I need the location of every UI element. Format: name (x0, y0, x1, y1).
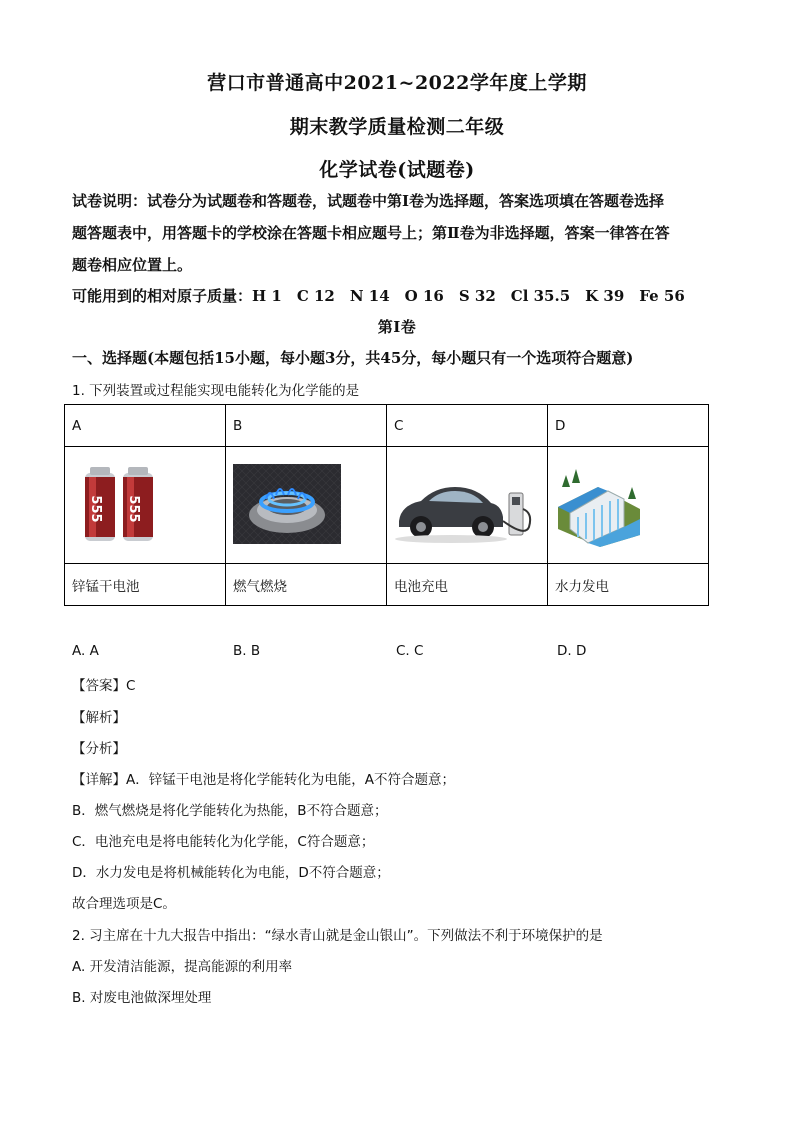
instructions-line3: 题卷相应位置上。 (72, 256, 193, 274)
table-row (65, 447, 709, 564)
q1-analysis-tag: 【解析】 (72, 710, 126, 726)
q1-stem: 1. 下列装置或过程能实现电能转化为化学能的是 (72, 383, 360, 399)
gas-burner-image (226, 447, 386, 559)
q1-conclusion: 故合理选项是C。 (72, 896, 176, 912)
q1-answer: 【答案】C (72, 678, 136, 694)
column-header-d: D (548, 405, 709, 447)
label-c: 电池充电 (387, 564, 548, 606)
q1-detail-1: 【详解】A．锌锰干电池是将化学能转化为电能，A不符合题意； (72, 772, 455, 788)
title-line2: 期末教学质量检测二年级 (289, 116, 505, 138)
label-d: 水力发电 (548, 564, 709, 606)
q1-option-d: D. D (557, 643, 587, 659)
q1-option-b: B. B (233, 643, 261, 659)
label-b: 燃气燃烧 (226, 564, 387, 606)
q1-options-table (64, 404, 709, 606)
column-header-c: C (387, 405, 548, 447)
q1-option-a: A. A (72, 643, 99, 659)
table-row (65, 564, 709, 606)
part-title: 一、选择题(本题包括15小题，每小题3分，共45分，每小题只有一个选项符合题意) (72, 349, 634, 367)
table-row (65, 405, 709, 447)
instructions-line2: 题答题表中，用答题卡的学校涂在答题卡相应题号上；第Ⅱ卷为非选择题，答案一律答在答 (72, 224, 670, 242)
q2-stem: 2. 习主席在十九大报告中指出：“绿水青山就是金山银山”。下列做法不利于环境保护的是 (72, 928, 603, 944)
gas-burner-image-cell (226, 447, 387, 564)
hydropower-image-cell (548, 447, 709, 564)
atomic-masses: 可能用到的相对原子质量：H 1 C 12 N 14 O 16 S 32 Cl 35.5 K 39 Fe 56 (72, 287, 685, 305)
q1-detail-3: C．电池充电是将电能转化为化学能，C符合题意； (72, 834, 375, 850)
q1-detail-4: D．水力发电是将机械能转化为电能，D不符合题意； (72, 865, 390, 881)
zinc-manganese-battery-image (65, 447, 225, 559)
column-header-a: A (65, 405, 226, 447)
label-a: 锌锰干电池 (65, 564, 226, 606)
instructions-line1: 试卷说明：试卷分为试题卷和答题卷，试题卷中第Ⅰ卷为选择题，答案选项填在答题卷选择 (72, 192, 665, 210)
battery-image-cell (65, 447, 226, 564)
ev-charging-image-cell (387, 447, 548, 564)
q1-detail-2: B．燃气燃烧是将化学能转化为热能，B不符合题意； (72, 803, 388, 819)
q2-option-b: B. 对废电池做深埋处理 (72, 990, 212, 1006)
q1-option-c: C. C (396, 643, 424, 659)
hydropower-dam-image (548, 447, 708, 559)
volume-title: 第Ⅰ卷 (377, 318, 417, 336)
svg-text:555: 555 (126, 495, 141, 523)
ev-charging-image (387, 447, 547, 559)
q1-fenxi-tag: 【分析】 (72, 741, 126, 757)
svg-text:555: 555 (88, 495, 103, 523)
column-header-b: B (226, 405, 387, 447)
title-line3: 化学试卷(试题卷) (319, 159, 475, 181)
q2-option-a: A. 开发清洁能源，提高能源的利用率 (72, 959, 293, 975)
title-line1: 营口市普通高中2021~2022学年度上学期 (207, 72, 587, 94)
